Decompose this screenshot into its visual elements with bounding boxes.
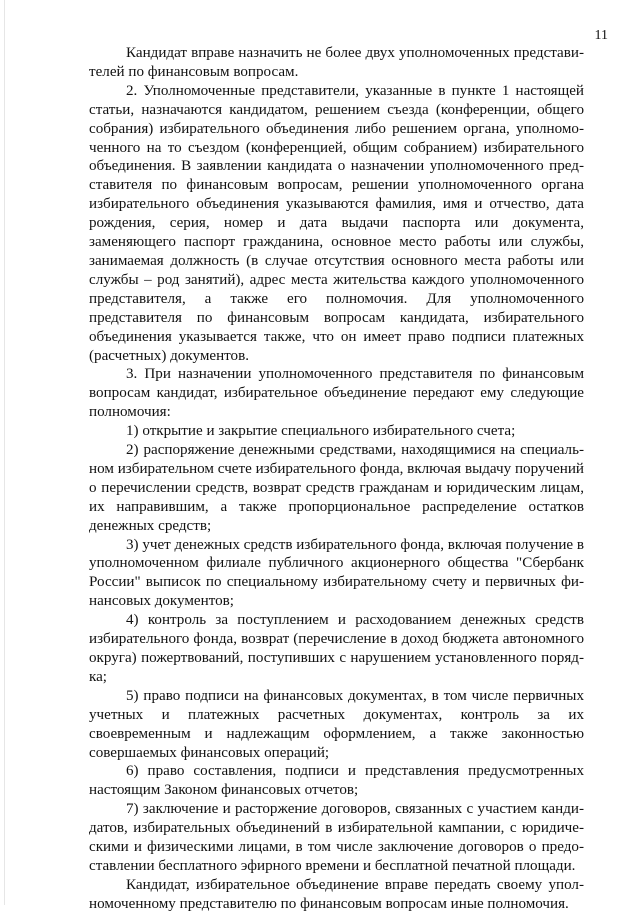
paragraph: 1) открытие и закрытие специального избирательного счета; bbox=[126, 423, 516, 440]
paragraph: 7) заключение и расторжение договоров, связанных с участием кандидатов, избирательных объединений в избирательной кампании, с юридическими и физическими лицами, в том числе заключение договоров о предоставлении бесплатного эфирного времени и бесплатной печатной площади. bbox=[89, 801, 584, 874]
scan-edge-line bbox=[4, 0, 5, 905]
paragraph: Кандидат вправе назначить не более двух уполномоченных представителей по финансовым вопросам. bbox=[89, 45, 584, 80]
paragraph: 6) право составления, подписи и представления предусмотренных настоящим Законом финансовых отчетов; bbox=[89, 763, 584, 799]
paragraph: Кандидат, избирательное объединение вправе передать своему уполномоченному представителю по финансовым вопросам иные полномочия. bbox=[89, 876, 584, 912]
article-text bbox=[89, 44, 584, 914]
paragraph: 3) учет денежных средств избирательного фонда, включая получение в уполномоченном филиале публичного акционерного общества "Сбербанк России" выписок по специальному избирательному счету и первичных финансовых документов; bbox=[89, 536, 585, 610]
paragraph: 3. При назначении уполномоченного представителя по финансовым вопросам кандидат, избирательное объединение передают ему следующие полномочия: bbox=[89, 366, 584, 421]
paragraph: 4) контроль за поступлением и расходованием денежных средств избирательного фонда, возврат (перечисление в доход бюджета автономного округа) пожертвований, поступивших с нарушением установленного порядка; bbox=[89, 612, 584, 685]
paragraph: 2. Уполномоченные представители, указанные в пункте 1 настоящей статьи, назначаются кандидатом, решением съезда (конференции, общего собрания) избирательного объединения либо решением органа, уполномоченного на то съездом (конференцией, общим собранием) избирательного объединения. В заявлении кандидата о назначении уполномоченного представителя по финансовым вопросам, решении уполномоченного органа избирательного объединения указываются фамилия, имя и отчество, дата рождения, серия, номер и дата выдачи паспорта или документа, заменяющего паспорт гражданина, основное место работы или службы, занимаемая должность (в случае отсутствия основного места работы или службы – род занятий), адрес места жительства каждого уполномоченного представителя, а также его полномочия. Для уполномоченного представителя по финансовым вопросам кандидата, избирательного объединения указывается также, что он имеет право подписи платежных (расчетных) документов. bbox=[89, 82, 584, 364]
paragraph: 2) распоряжение денежными средствами, находящимися на специальном избирательном счете избирательного фонда, включая выдачу поручений о перечислении средств, возврат средств гражданам и юридическим лицам, их направившим, а также пропорциональное распределение остатков денежных средств; bbox=[89, 442, 584, 534]
page-number: 11 bbox=[594, 28, 608, 43]
paragraph: 5) право подписи на финансовых документах, в том числе первичных учетных и платежных расчетных документах, контроль за их своевременным и надлежащим оформлением, а также законностью совершаемых финансовых операций; bbox=[89, 687, 584, 761]
